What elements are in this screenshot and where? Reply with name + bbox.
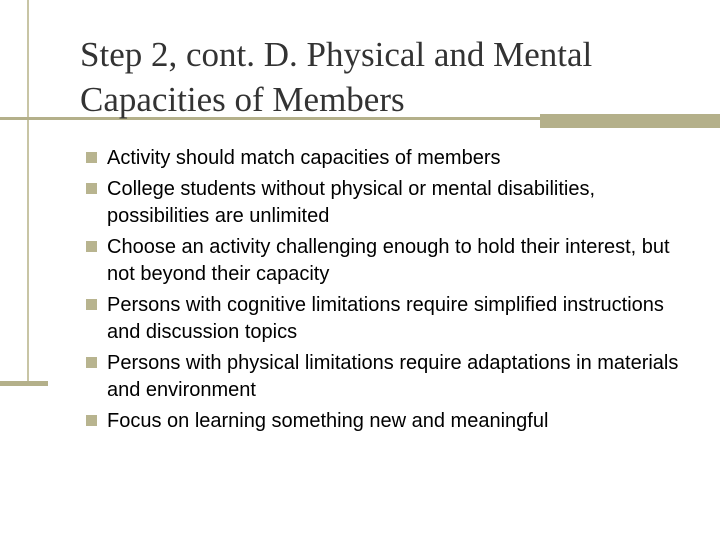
square-bullet-icon <box>86 152 97 163</box>
bullet-text: Persons with cognitive limitations require simplified instructions and discussion topics <box>107 294 664 343</box>
bullet-text: College students without physical or mental disabilities, possibilities are unlimited <box>107 178 596 227</box>
list-item <box>86 350 686 404</box>
bullet-text: Persons with physical limitations require adaptations in materials and environment <box>107 352 679 401</box>
square-bullet-icon <box>86 299 97 310</box>
left-rule-accent <box>0 381 48 386</box>
bullet-list <box>86 145 686 439</box>
list-item <box>86 234 686 288</box>
slide-title: Step 2, cont. D. Physical and Mental Capacities of Members <box>80 35 593 119</box>
bullet-text: Focus on learning something new and meaningful <box>107 410 549 432</box>
square-bullet-icon <box>86 183 97 194</box>
square-bullet-icon <box>86 357 97 368</box>
list-item <box>86 176 686 230</box>
bullet-text: Choose an activity challenging enough to hold their interest, but not beyond their capacity <box>107 236 670 285</box>
list-item <box>86 145 686 172</box>
left-decorative-rule <box>27 0 29 385</box>
list-item <box>86 408 686 435</box>
square-bullet-icon <box>86 241 97 252</box>
list-item <box>86 292 686 346</box>
square-bullet-icon <box>86 415 97 426</box>
bullet-text: Activity should match capacities of members <box>107 147 501 169</box>
